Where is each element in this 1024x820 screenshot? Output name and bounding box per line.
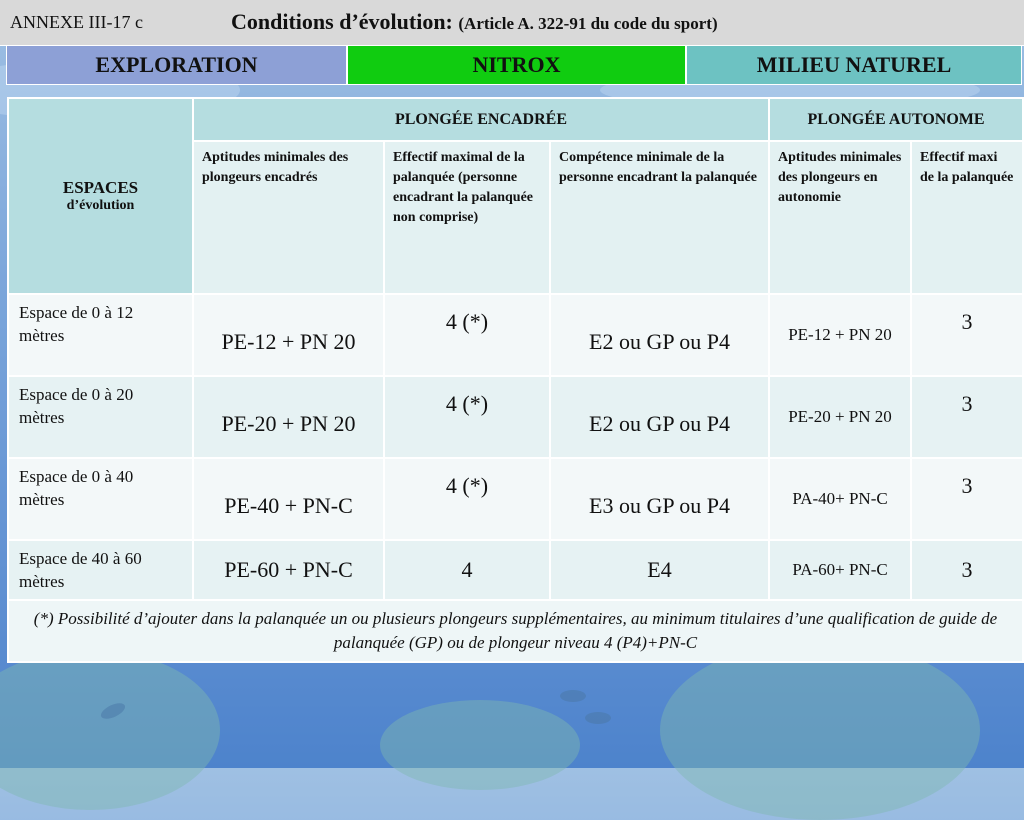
- cell-effectif: 4 (*): [384, 458, 550, 540]
- annexe-label: ANNEXE III-17 c: [10, 12, 143, 32]
- cell-effectif-auto: 3: [911, 294, 1023, 376]
- cell-aptitudes-auto: PE-12 + PN 20: [769, 294, 911, 376]
- cell-space: Espace de 0 à 40 mètres: [8, 458, 193, 540]
- cell-aptitudes-auto: PE-20 + PN 20: [769, 376, 911, 458]
- header-aptitudes-autonomie: Aptitudes minimales des plongeurs en autonomie: [769, 141, 911, 294]
- espaces-subtitle: d’évolution: [66, 198, 135, 213]
- header-competence-minimale: Compétence minimale de la personne encadrant la palanquée: [550, 141, 769, 294]
- background-fish: [560, 690, 586, 702]
- header-aptitudes-encadres: Aptitudes minimales des plongeurs encadrés: [193, 141, 384, 294]
- cell-effectif-auto: 3: [911, 540, 1023, 600]
- cell-effectif: 4 (*): [384, 294, 550, 376]
- table-row: [8, 540, 1023, 600]
- header-effectif-maxi: Effectif maxi de la palanquée: [911, 141, 1023, 294]
- table-row: [8, 458, 1023, 540]
- cell-aptitudes: PE-60 + PN-C: [193, 540, 384, 600]
- cell-aptitudes-auto: PA-40+ PN-C: [769, 458, 911, 540]
- footnote-row: [8, 600, 1023, 662]
- cell-effectif-auto: 3: [911, 458, 1023, 540]
- footnote: (*) Possibilité d’ajouter dans la palanquée un ou plusieurs plongeurs supplémentaires, au minimum titulaires d’une qualification de guide de palanquée (GP) ou de plongeur niveau 4 (P4)+PN-C: [8, 600, 1023, 662]
- cell-effectif: 4: [384, 540, 550, 600]
- cell-aptitudes: PE-20 + PN 20: [193, 376, 384, 458]
- header-espaces: [8, 98, 193, 294]
- cell-space: Espace de 0 à 20 mètres: [8, 376, 193, 458]
- table-row: [8, 294, 1023, 376]
- cell-competence: E4: [550, 540, 769, 600]
- cell-effectif: 4 (*): [384, 376, 550, 458]
- cell-space: Espace de 0 à 12 mètres: [8, 294, 193, 376]
- espaces-title: ESPACES: [62, 178, 139, 197]
- band-nitrox: NITROX: [347, 45, 686, 85]
- cell-competence: E3 ou GP ou P4: [550, 458, 769, 540]
- table-row: [8, 376, 1023, 458]
- cell-competence: E2 ou GP ou P4: [550, 376, 769, 458]
- background-coral: [660, 640, 980, 820]
- header-plongee-autonome: PLONGÉE AUTONOME: [769, 98, 1023, 141]
- background-coral: [380, 700, 580, 790]
- cell-effectif-auto: 3: [911, 376, 1023, 458]
- header-plongee-encadree: PLONGÉE ENCADRÉE: [193, 98, 769, 141]
- title-text: Conditions d’évolution:: [231, 9, 453, 34]
- conditions-table: [7, 97, 1024, 663]
- header-effectif-maximal: Effectif maximal de la palanquée (personne encadrant la palanquée non comprise): [384, 141, 550, 294]
- background-coral: [0, 650, 220, 810]
- category-bands: [6, 45, 1022, 85]
- page-title: [231, 9, 718, 35]
- cell-aptitudes: PE-12 + PN 20: [193, 294, 384, 376]
- title-subtitle: (Article A. 322-91 du code du sport): [458, 14, 718, 33]
- cell-space: Espace de 40 à 60 mètres: [8, 540, 193, 600]
- band-milieu-naturel: MILIEU NATUREL: [686, 45, 1022, 85]
- cell-competence: E2 ou GP ou P4: [550, 294, 769, 376]
- band-exploration: EXPLORATION: [6, 45, 347, 85]
- background-fish: [585, 712, 611, 724]
- cell-aptitudes-auto: PA-60+ PN-C: [769, 540, 911, 600]
- cell-aptitudes: PE-40 + PN-C: [193, 458, 384, 540]
- title-bar: [0, 0, 1024, 46]
